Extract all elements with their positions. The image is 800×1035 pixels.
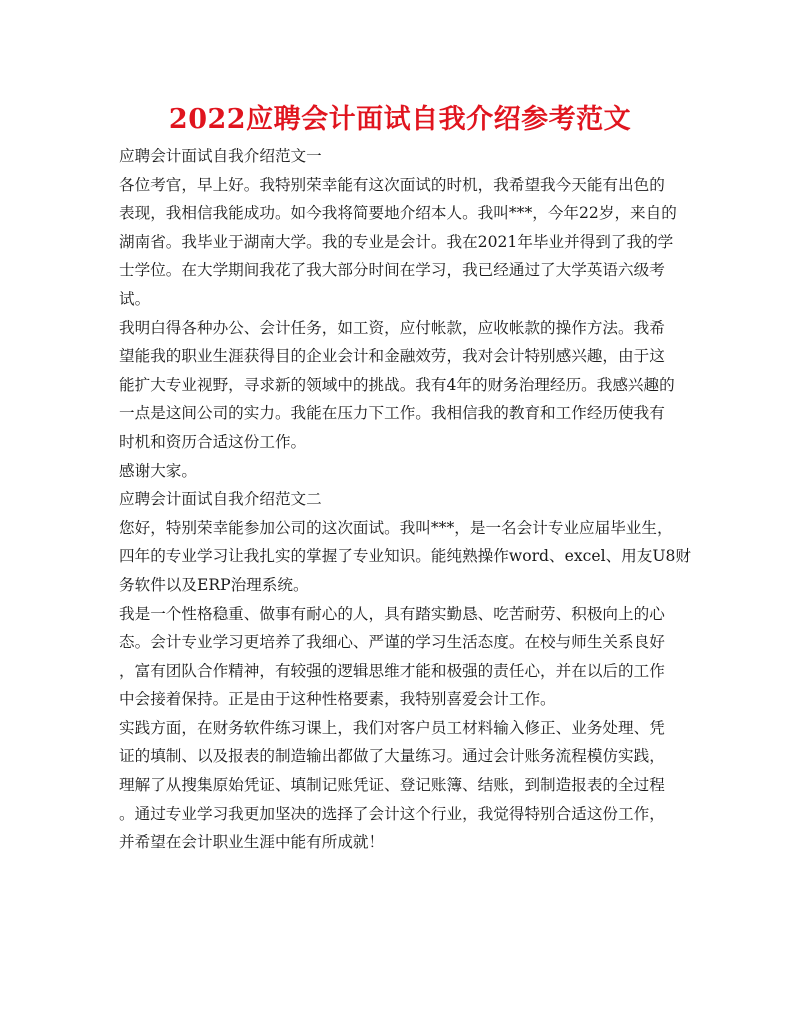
body-line: 态。会计专业学习更培养了我细心、严谨的学习生活态度。在校与师生关系良好 (119, 633, 665, 652)
body-line: 中会接着保持。正是由于这种性格要素，我特别喜爱会计工作。 (119, 690, 556, 709)
body-line: 湖南省。我毕业于湖南大学。我的专业是会计。我在2021年毕业并得到了我的学 (119, 232, 674, 251)
body-line: 感谢大家。 (119, 461, 197, 480)
document-body (119, 142, 692, 857)
body-line: 四年的专业学习让我扎实的掌握了专业知识。能纯熟操作word、excel、用友U8财 (119, 547, 692, 566)
body-line: 望能我的职业生涯获得目的企业会计和金融效劳，我对会计特别感兴趣，由于这 (119, 347, 665, 366)
body-line: 证的填制、以及报表的制造输出都做了大量练习。通过会计账务流程模仿实践， (119, 747, 665, 766)
section-heading-1: 应聘会计面试自我介绍范文一 (119, 147, 322, 165)
body-line: 您好，特别荣幸能参加公司的这次面试。我叫***，是一名会计专业应届毕业生， (119, 518, 673, 537)
body-line: 并希望在会计职业生涯中能有所成就！ (119, 833, 385, 852)
body-line: 务软件以及ERP治理系统。 (119, 575, 309, 594)
body-line: 。通过专业学习我更加坚决的选择了会计这个行业，我觉得特别合适这份工作， (119, 804, 665, 823)
body-line: 能扩大专业视野，寻求新的领域中的挑战。我有4年的财务治理经历。我感兴趣的 (119, 375, 675, 394)
body-line: 我是一个性格稳重、做事有耐心的人，具有踏实勤恳、吃苦耐劳、积极向上的心 (119, 604, 665, 623)
body-line: 士学位。在大学期间我花了我大部分时间在学习，我已经通过了大学英语六级考 (119, 261, 665, 280)
body-line: 试。 (119, 289, 151, 308)
body-line: ，富有团队合作精神，有较强的逻辑思维才能和极强的责任心，并在以后的工作 (119, 661, 665, 680)
document-title: 2022应聘会计面试自我介绍参考范文 (168, 104, 632, 135)
body-line: 我明白得各种办公、会计任务，如工资，应付帐款，应收帐款的操作方法。我希 (119, 318, 665, 337)
body-line: 理解了从搜集原始凭证、填制记账凭证、登记账簿、结账，到制造报表的全过程 (119, 776, 665, 795)
body-line: 时机和资历合适这份工作。 (119, 432, 307, 451)
section-heading-2: 应聘会计面试自我介绍范文二 (119, 490, 322, 509)
body-line: 各位考官，早上好。我特别荣幸能有这次面试的时机，我希望我今天能有出色的 (119, 175, 665, 194)
body-line: 表现，我相信我能成功。如今我将简要地介绍本人。我叫***，今年22岁，来自的 (119, 204, 677, 223)
body-line: 一点是这间公司的实力。我能在压力下工作。我相信我的教育和工作经历使我有 (119, 404, 665, 423)
body-line: 实践方面，在财务软件练习课上，我们对客户员工材料输入修正、业务处理、凭 (119, 718, 665, 737)
